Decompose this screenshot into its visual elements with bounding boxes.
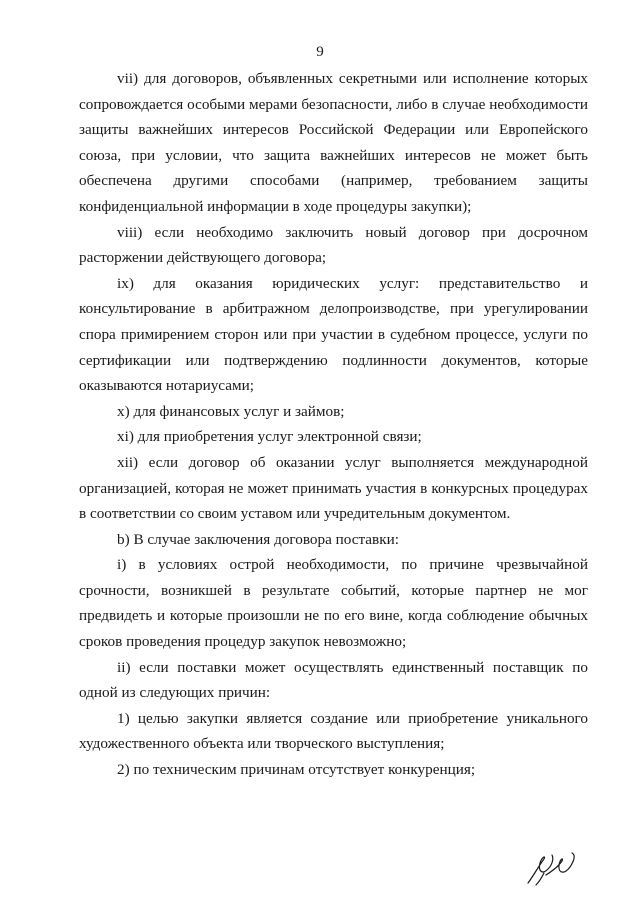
page-number: 9: [316, 44, 324, 60]
paragraph-xii: xii) если договор об оказании услуг выполняется международной организацией, которая не может принимать участия в конкурсных процедурах в соответствии со своим уставом или учредительным документом.: [79, 453, 588, 523]
paragraph-vii: vii) для договоров, объявленных секретными или исполнение которых сопровождается особыми мерами безопасности, либо в случае необходимости защиты важнейших интересов Российской Федерации или Европейского союза, при условии, что защита важнейших интересов не может быть обеспечена другими способами (например, требованием защиты конфиденциальной информации в ходе процедуры закупки);: [79, 70, 588, 215]
paragraph-ix: ix) для оказания юридических услуг: представительство и консультирование в арбитражном делопроизводстве, при урегулировании спора примирением сторон или при участии в судебном процессе, услуги по сертификации или подтверждению подлинности документов, которые оказываются нотариусами;: [79, 274, 588, 395]
paragraph-x: x) для финансовых услуг и займов;: [117, 402, 345, 420]
paragraph-b-ii-2: 2) по техническим причинам отсутствует конкуренция;: [117, 761, 476, 779]
paragraph-b-ii: ii) если поставки может осуществлять единственный поставщик по одной из следующих причин:: [79, 658, 588, 702]
paragraph-b-ii-1: 1) целью закупки является создание или приобретение уникального художественного объекта или творческого выступления;: [79, 709, 588, 753]
paragraph-b: b) В случае заключения договора поставки:: [117, 530, 399, 548]
paragraph-xi: xi) для приобретения услуг электронной связи;: [117, 428, 422, 446]
paragraph-viii: viii) если необходимо заключить новый договор при досрочном расторжении действующего договора;: [79, 223, 588, 267]
document-body: [79, 66, 588, 783]
paragraph-b-i: i) в условиях острой необходимости, по причине чрезвычайной срочности, возникшей в результате событий, которые партнер не мог предвидеть и которые произошли не по его вине, когда соблюдение обычных сроков проведения процедур закупок невозможно;: [79, 556, 588, 651]
handwritten-initials: [522, 845, 582, 889]
